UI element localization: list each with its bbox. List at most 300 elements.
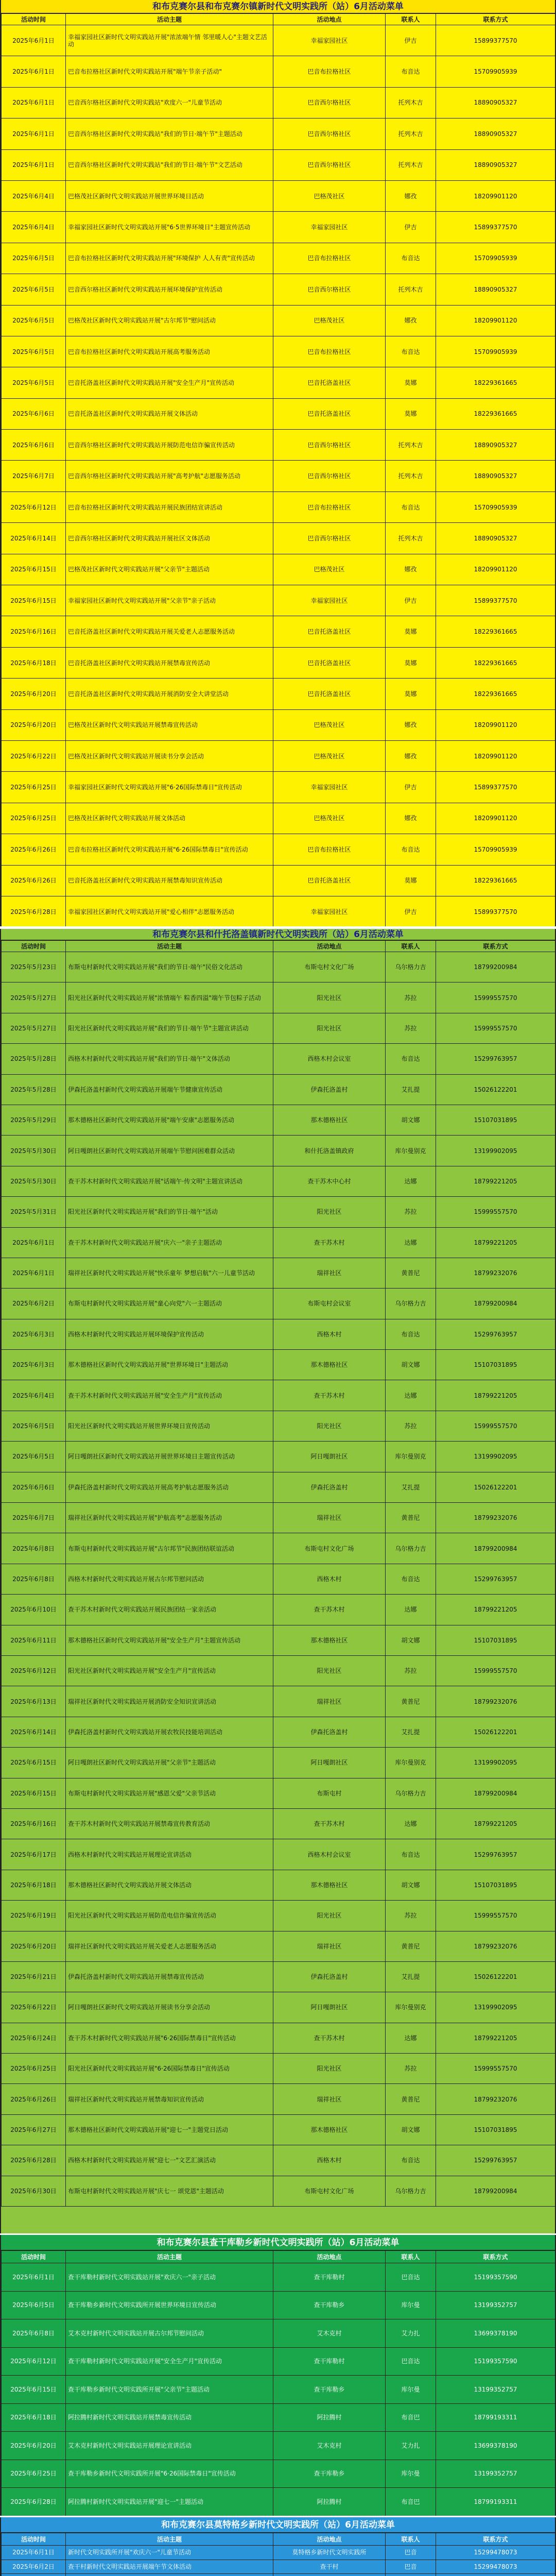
activity-location-cell: 伊森托洛盖村 xyxy=(273,1472,386,1502)
activity-topic-cell: 查干库勒乡新时代文明实践所开展"6·26国际禁毒日"宣传活动 xyxy=(66,2460,273,2488)
activity-location-cell: 巴音西尔格社区 xyxy=(273,118,386,149)
activity-location-cell: 布斯屯村文化广场 xyxy=(273,952,386,982)
activity-topic-cell: 幸福家园社区新时代文明实践站开展"浓浓端午情 邻里暖人心"主题文艺活动 xyxy=(66,25,273,56)
activity-location-cell: 瑞祥社区 xyxy=(273,1686,386,1717)
table-row xyxy=(2,336,555,367)
sheet-hebukesaier-town xyxy=(0,0,556,926)
contact-person-cell: 托列木吉 xyxy=(386,523,436,554)
activity-location-cell: 瑞祥社区 xyxy=(273,1503,386,1533)
contact-phone-cell: 18799221205 xyxy=(436,1595,555,1625)
activity-topic-cell: 那木德格社区新时代文明实践站开展"安全生产月"主题宣传活动 xyxy=(66,1625,273,1655)
activity-time-cell: 2025年6月26日 xyxy=(2,865,66,896)
activity-time-cell: 2025年6月28日 xyxy=(2,2488,66,2516)
sheet-title: 和布克赛尔县和布克赛尔镇新时代文明实践所（站）6月活动菜单 xyxy=(1,0,555,13)
table-row xyxy=(2,834,555,865)
activity-time-cell: 2025年6月3日 xyxy=(2,1319,66,1349)
column-header-activity-time: 活动时间 xyxy=(2,941,66,952)
contact-person-cell: 艾力扎 xyxy=(386,2432,436,2460)
table-row xyxy=(2,1136,555,1166)
activity-topic-cell: 瑞祥社区新时代文明实践站开展消防安全知识宣讲活动 xyxy=(66,1686,273,1717)
activity-topic-cell: 阳光社区新时代文明实践站开展"安全生产月"宣传活动 xyxy=(66,1655,273,1686)
table-row xyxy=(2,1442,555,1472)
table-row xyxy=(2,1655,555,1686)
contact-person-cell: 库尔曼 xyxy=(386,2460,436,2488)
contact-phone-cell: 18799193311 xyxy=(436,2488,555,2516)
activity-topic-cell: 查干库勒村新时代文明实践站开展"安全生产月"宣传活动 xyxy=(66,2347,273,2376)
table-row xyxy=(2,2488,555,2516)
contact-person-cell: 伊吉 xyxy=(386,25,436,56)
contact-phone-cell: 15299763957 xyxy=(436,1319,555,1349)
activity-topic-cell: 巴格茂社区新时代文明实践站开展"父亲节"主题活动 xyxy=(66,554,273,585)
contact-person-cell: 托列木吉 xyxy=(386,274,436,305)
activity-topic-cell: 查干库勒乡新时代文明实践所开展"父亲节"主题活动 xyxy=(66,2376,273,2404)
column-header-contact-person: 联系人 xyxy=(386,14,436,25)
table-row xyxy=(2,367,555,398)
contact-phone-cell: 15709905939 xyxy=(436,243,555,274)
contact-phone-cell: 18799232076 xyxy=(436,1931,555,1961)
activity-topic-cell: 阳光社区新时代文明实践站开展"浓情端午 粽香四溢"端午节包粽子活动 xyxy=(66,982,273,1013)
contact-phone-cell: 15107031895 xyxy=(436,1105,555,1135)
contact-person-cell: 娜孜 xyxy=(386,709,436,740)
column-header-activity-location: 活动地点 xyxy=(273,941,386,952)
contact-phone-cell: 13199352757 xyxy=(436,2291,555,2319)
contact-person-cell: 莫娜 xyxy=(386,367,436,398)
activity-time-cell: 2025年6月21日 xyxy=(2,1961,66,1992)
activity-time-cell: 2025年6月30日 xyxy=(2,2176,66,2206)
activity-time-cell: 2025年6月2日 xyxy=(2,2560,66,2574)
activity-time-cell: 2025年6月15日 xyxy=(2,1748,66,1778)
activity-time-cell: 2025年5月30日 xyxy=(2,1166,66,1196)
contact-phone-cell: 15999557570 xyxy=(436,1901,555,1931)
activity-topic-cell: 查干苏木村新时代文明实践站开展"安全生产月"宣传活动 xyxy=(66,1380,273,1411)
contact-phone-cell: 18799200984 xyxy=(436,1533,555,1564)
table-row xyxy=(2,1931,555,1961)
activity-topic-cell: 艾木克村新时代文明实践站开展理论宣讲活动 xyxy=(66,2432,273,2460)
activity-topic-cell: 查干库勒乡新时代文明实践所开展世界环境日宣传活动 xyxy=(66,2291,273,2319)
contact-phone-cell: 18799221205 xyxy=(436,2023,555,2053)
activity-location-cell: 巴音布拉格社区 xyxy=(273,56,386,87)
contact-person-cell: 布音达 xyxy=(386,243,436,274)
activity-topic-cell: 巴格茂社区新时代文明实践站开展禁毒宣传活动 xyxy=(66,709,273,740)
activity-time-cell: 2025年6月20日 xyxy=(2,709,66,740)
table-row xyxy=(2,430,555,461)
contact-person-cell: 布音达 xyxy=(386,834,436,865)
activity-location-cell: 瑞祥社区 xyxy=(273,1931,386,1961)
activity-time-cell: 2025年6月17日 xyxy=(2,1839,66,1870)
contact-person-cell: 乌尔格力吉 xyxy=(386,1778,436,1808)
contact-person-cell: 库尔曼别克 xyxy=(386,1442,436,1472)
activity-time-cell: 2025年6月8日 xyxy=(2,1533,66,1564)
activity-location-cell: 西格木村 xyxy=(273,2145,386,2176)
contact-phone-cell: 18799193311 xyxy=(436,2403,555,2432)
contact-person-cell: 达娜 xyxy=(386,1227,436,1258)
table-row xyxy=(2,1350,555,1380)
table-row xyxy=(2,2023,555,2053)
activity-time-cell: 2025年6月5日 xyxy=(2,367,66,398)
activity-time-cell: 2025年6月16日 xyxy=(2,1808,66,1839)
activity-time-cell: 2025年6月20日 xyxy=(2,679,66,709)
activity-topic-cell: 巴音托洛盖社区新时代文明实践站开展关爱老人志愿服务活动 xyxy=(66,616,273,647)
activity-time-cell: 2025年6月4日 xyxy=(2,1380,66,1411)
contact-phone-cell: 15199357590 xyxy=(436,2263,555,2292)
contact-person-cell: 黄普尼 xyxy=(386,1503,436,1533)
contact-person-cell: 苏拉 xyxy=(386,1197,436,1227)
activity-time-cell: 2025年6月25日 xyxy=(2,803,66,834)
activity-time-cell: 2025年6月14日 xyxy=(2,1717,66,1747)
contact-person-cell: 苏拉 xyxy=(386,1411,436,1441)
activity-location-cell: 布斯屯村文化广场 xyxy=(273,2176,386,2206)
table-row xyxy=(2,305,555,336)
contact-phone-cell: 15299763957 xyxy=(436,1564,555,1594)
activity-topic-cell: 阳光社区新时代文明实践站开展"我们的节日·端午"活动 xyxy=(66,1197,273,1227)
activity-location-cell: 阳光社区 xyxy=(273,1901,386,1931)
contact-person-cell: 艾扎提 xyxy=(386,1961,436,1992)
contact-person-cell: 库尔曼别克 xyxy=(386,1136,436,1166)
column-header-activity-location: 活动地点 xyxy=(273,2251,386,2263)
table-row xyxy=(2,87,555,118)
contact-phone-cell: 15199357590 xyxy=(436,2347,555,2376)
table-row xyxy=(2,1289,555,1319)
contact-phone-cell: 15107031895 xyxy=(436,1625,555,1655)
table-row xyxy=(2,492,555,522)
activity-location-cell: 布斯屯村文化广场 xyxy=(273,1533,386,1564)
activity-time-cell: 2025年6月2日 xyxy=(2,1289,66,1319)
activity-topic-cell: 阳光社区新时代文明实践站开展"6·26国际禁毒日"宣传活动 xyxy=(66,2054,273,2084)
activity-location-cell: 阳光社区 xyxy=(273,1197,386,1227)
contact-person-cell: 布音达 xyxy=(386,492,436,522)
table-row xyxy=(2,2376,555,2404)
activity-location-cell: 巴格茂社区 xyxy=(273,180,386,211)
activity-topic-cell: 西格木村新时代文明实践站开展"迎七一"文艺汇演活动 xyxy=(66,2145,273,2176)
activity-location-cell: 幸福家园社区 xyxy=(273,25,386,56)
contact-person-cell: 布音达 xyxy=(386,336,436,367)
activity-location-cell: 阿拉腾村 xyxy=(273,2488,386,2516)
activity-time-cell: 2025年6月22日 xyxy=(2,740,66,771)
activity-time-cell: 2025年6月25日 xyxy=(2,772,66,803)
activity-topic-cell: 巴音西尔格社区新时代文明实践站"欢度六一"儿童节活动 xyxy=(66,87,273,118)
activity-topic-cell: 新时代文明实践所开展"欢庆六一"儿童节活动 xyxy=(66,2546,273,2560)
table-row xyxy=(2,554,555,585)
activity-topic-cell: 西格木村新时代文明实践站开展环境保护宣传活动 xyxy=(66,1319,273,1349)
contact-phone-cell: 15026122201 xyxy=(436,1961,555,1992)
column-header-activity-time: 活动时间 xyxy=(2,14,66,25)
table-row xyxy=(2,2319,555,2348)
contact-phone-cell: 18799200984 xyxy=(436,952,555,982)
table-row xyxy=(2,1319,555,1349)
activity-topic-cell: 阿日嘎朗社区新时代文明实践站开展端午节慰问困难群众活动 xyxy=(66,1136,273,1166)
table-row xyxy=(2,2054,555,2084)
activity-location-cell: 查干苏木村 xyxy=(273,1595,386,1625)
contact-person-cell: 库尔曼 xyxy=(386,2291,436,2319)
contact-phone-cell: 18890905327 xyxy=(436,149,555,180)
activity-topic-cell: 西格木村新时代文明实践站开展理论宣讲活动 xyxy=(66,1839,273,1870)
column-header-activity-location: 活动地点 xyxy=(273,2533,386,2546)
activity-location-cell: 巴音西尔格社区 xyxy=(273,430,386,461)
activity-table xyxy=(1,940,555,2207)
table-row xyxy=(2,180,555,211)
table-row xyxy=(2,461,555,492)
activity-time-cell: 2025年6月5日 xyxy=(2,336,66,367)
contact-person-cell: 达娜 xyxy=(386,1595,436,1625)
activity-time-cell: 2025年6月13日 xyxy=(2,1686,66,1717)
activity-topic-cell: 阳光社区新时代文明实践站开展"我们的节日·端午节"主题宣讲活动 xyxy=(66,1013,273,1043)
table-row xyxy=(2,1074,555,1105)
contact-phone-cell: 13199352757 xyxy=(436,2376,555,2404)
contact-phone-cell: 18209901120 xyxy=(436,709,555,740)
contact-phone-cell: 18890905327 xyxy=(436,274,555,305)
contact-person-cell: 布音达 xyxy=(386,1564,436,1594)
activity-topic-cell: 阳光社区新时代文明实践站开展防范电信诈骗宣传活动 xyxy=(66,1901,273,1931)
activity-time-cell: 2025年6月8日 xyxy=(2,2319,66,2348)
sheet-title: 和布克赛尔县和什托洛盖镇新时代文明实践所（站）6月活动菜单 xyxy=(1,929,555,940)
activity-time-cell: 2025年6月5日 xyxy=(2,305,66,336)
activity-topic-cell: 幸福家园社区新时代文明实践站开展"爱心相伴"志愿服务活动 xyxy=(66,896,273,926)
contact-person-cell: 胡文娜 xyxy=(386,2114,436,2145)
activity-time-cell: 2025年6月4日 xyxy=(2,180,66,211)
table-row xyxy=(2,709,555,740)
activity-topic-cell: 巴音西尔格社区新时代文明实践站开展环境保护宣传活动 xyxy=(66,274,273,305)
contact-person-cell: 布音达 xyxy=(386,1839,436,1870)
activity-location-cell: 查干苏木村 xyxy=(273,1227,386,1258)
activity-location-cell: 布斯屯村 xyxy=(273,1778,386,1808)
activity-time-cell: 2025年5月29日 xyxy=(2,1105,66,1135)
activity-location-cell: 巴音托洛盖社区 xyxy=(273,647,386,678)
column-header-contact-phone: 联系方式 xyxy=(436,2251,555,2263)
contact-person-cell: 托列木吉 xyxy=(386,430,436,461)
contact-phone-cell: 18799200984 xyxy=(436,2176,555,2206)
activity-topic-cell: 伊森托洛盖村新时代文明实践站开展农牧民技能培训活动 xyxy=(66,1717,273,1747)
contact-phone-cell: 18209901120 xyxy=(436,305,555,336)
contact-person-cell: 乌尔格力吉 xyxy=(386,1289,436,1319)
sheet-title: 和布克赛尔县莫特格乡新时代文明实践所（站）6月活动菜单 xyxy=(1,2517,555,2533)
table-row xyxy=(2,952,555,982)
activity-time-cell: 2025年6月4日 xyxy=(2,212,66,243)
activity-location-cell: 那木德格社区 xyxy=(273,1105,386,1135)
activity-location-cell: 艾木克村 xyxy=(273,2432,386,2460)
activity-location-cell: 伊森托洛盖村 xyxy=(273,1961,386,1992)
activity-location-cell: 布斯屯村会议室 xyxy=(273,1289,386,1319)
contact-person-cell: 艾扎提 xyxy=(386,1717,436,1747)
contact-person-cell: 库尔曼别克 xyxy=(386,1748,436,1778)
contact-person-cell: 莫娜 xyxy=(386,647,436,678)
activity-topic-cell xyxy=(66,2574,273,2576)
contact-person-cell xyxy=(386,2574,436,2576)
activity-location-cell: 伊森托洛盖村 xyxy=(273,1717,386,1747)
table-row xyxy=(2,740,555,771)
activity-location-cell: 阿日嘎朗社区 xyxy=(273,1442,386,1472)
contact-person-cell: 苏拉 xyxy=(386,1901,436,1931)
column-header-contact-person: 联系人 xyxy=(386,2251,436,2263)
activity-time-cell: 2025年6月20日 xyxy=(2,1931,66,1961)
activity-topic-cell: 布斯屯村新时代文明实践站开展"庆七一 颂党恩"主题活动 xyxy=(66,2176,273,2206)
contact-person-cell: 黄普尼 xyxy=(386,2084,436,2114)
table-row xyxy=(2,2084,555,2114)
activity-topic-cell: 那木德格社区新时代文明实践站开展"端午安康"志愿服务活动 xyxy=(66,1105,273,1135)
table-row xyxy=(2,1258,555,1288)
table-row xyxy=(2,118,555,149)
activity-topic-cell: 伊森托洛盖村新时代文明实践站开展端午节健康宣传活动 xyxy=(66,1074,273,1105)
activity-topic-cell: 幸福家园社区新时代文明实践站开展"6·5世界环境日"主题宣传活动 xyxy=(66,212,273,243)
table-row xyxy=(2,2432,555,2460)
activity-location-cell: 那木德格社区 xyxy=(273,1350,386,1380)
activity-topic-cell: 巴音布拉格社区新时代文明实践站开展民族团结宣讲活动 xyxy=(66,492,273,522)
activity-location-cell: 幸福家园社区 xyxy=(273,772,386,803)
contact-person-cell: 巴音 xyxy=(386,2560,436,2574)
activity-time-cell: 2025年6月1日 xyxy=(2,118,66,149)
activity-time-cell: 2025年5月28日 xyxy=(2,1074,66,1105)
contact-person-cell: 巴音达 xyxy=(386,2347,436,2376)
contact-person-cell: 伊吉 xyxy=(386,585,436,616)
activity-location-cell: 瑞祥社区 xyxy=(273,1258,386,1288)
activity-location-cell: 巴格茂社区 xyxy=(273,709,386,740)
activity-time-cell: 2025年6月6日 xyxy=(2,430,66,461)
table-row xyxy=(2,772,555,803)
activity-time-cell: 2025年6月1日 xyxy=(2,1227,66,1258)
contact-phone-cell: 18799232076 xyxy=(436,2084,555,2114)
activity-topic-cell: 查干苏木村新时代文明实践站开展"话端午·传文明"主题宣讲活动 xyxy=(66,1166,273,1196)
activity-topic-cell: 阿拉腾村新时代文明实践站开展禁毒宣传活动 xyxy=(66,2403,273,2432)
activity-location-cell: 幸福家园社区 xyxy=(273,896,386,926)
contact-phone-cell: 15709905939 xyxy=(436,834,555,865)
activity-time-cell: 2025年6月28日 xyxy=(2,896,66,926)
activity-time-cell: 2025年5月23日 xyxy=(2,952,66,982)
contact-person-cell: 托列木吉 xyxy=(386,461,436,492)
activity-topic-cell: 查干苏木村新时代文明实践站开展"6·26国际禁毒日"宣传活动 xyxy=(66,2023,273,2053)
table-row xyxy=(2,149,555,180)
column-header-activity-time: 活动时间 xyxy=(2,2533,66,2546)
activity-time-cell: 2025年6月15日 xyxy=(2,585,66,616)
contact-phone-cell: 15026122201 xyxy=(436,1717,555,1747)
column-header-activity-topic: 活动主题 xyxy=(66,941,273,952)
table-row xyxy=(2,2114,555,2145)
contact-phone-cell: 15899377570 xyxy=(436,25,555,56)
activity-topic-cell: 巴音西尔格社区新时代文明实践站"我们的节日·端午节"文艺活动 xyxy=(66,149,273,180)
activity-topic-cell: 西格木村新时代文明实践站开展古尔邦节慰问活动 xyxy=(66,1564,273,1594)
contact-phone-cell: 15709905939 xyxy=(436,492,555,522)
contact-phone-cell: 13199352757 xyxy=(436,2460,555,2488)
contact-person-cell: 布音达 xyxy=(386,56,436,87)
activity-location-cell: 巴音托洛盖社区 xyxy=(273,616,386,647)
contact-phone-cell: 18229361665 xyxy=(436,647,555,678)
contact-person-cell: 胡文娜 xyxy=(386,1870,436,1900)
activity-time-cell: 2025年5月31日 xyxy=(2,1197,66,1227)
contact-phone-cell: 15107031895 xyxy=(436,2114,555,2145)
activity-time-cell: 2025年6月7日 xyxy=(2,1503,66,1533)
activity-time-cell: 2025年6月1日 xyxy=(2,2263,66,2292)
activity-location-cell: 查干库勒村 xyxy=(273,2263,386,2292)
table-row xyxy=(2,1870,555,1900)
activity-topic-cell: 巴音托洛盖社区新时代文明实践站开展禁毒知识宣传活动 xyxy=(66,865,273,896)
activity-location-cell: 西格木村会议室 xyxy=(273,1044,386,1074)
table-row xyxy=(2,1901,555,1931)
contact-person-cell: 艾扎提 xyxy=(386,1074,436,1105)
table-row xyxy=(2,212,555,243)
contact-phone-cell: 15107031895 xyxy=(436,1350,555,1380)
table-row xyxy=(2,25,555,56)
activity-time-cell: 2025年6月26日 xyxy=(2,2084,66,2114)
contact-phone-cell: 18229361665 xyxy=(436,398,555,429)
contact-phone-cell: 18890905327 xyxy=(436,87,555,118)
contact-phone-cell: 18229361665 xyxy=(436,865,555,896)
activity-topic-cell: 那木德格社区新时代文明实践站开展"迎七一"主题党日活动 xyxy=(66,2114,273,2145)
contact-person-cell: 伊吉 xyxy=(386,896,436,926)
table-row xyxy=(2,1227,555,1258)
activity-topic-cell: 巴音西尔格社区新时代文明实践站开展社区文体活动 xyxy=(66,523,273,554)
contact-phone-cell: 18799221205 xyxy=(436,1227,555,1258)
activity-topic-cell: 巴音布拉格社区新时代文明实践站开展"环境保护 人人有责"宣传活动 xyxy=(66,243,273,274)
table-row xyxy=(2,679,555,709)
activity-time-cell: 2025年6月16日 xyxy=(2,616,66,647)
table-row xyxy=(2,1044,555,1074)
activity-topic-cell: 查干苏木村新时代文明实践站开展禁毒宣传教育活动 xyxy=(66,1808,273,1839)
table-row xyxy=(2,1166,555,1196)
contact-person-cell: 胡文娜 xyxy=(386,1350,436,1380)
activity-time-cell xyxy=(2,2574,66,2576)
activity-time-cell: 2025年6月3日 xyxy=(2,1350,66,1380)
contact-person-cell: 布音巴 xyxy=(386,2488,436,2516)
activity-topic-cell: 查干村新时代文明实践站开展端午节文体活动 xyxy=(66,2560,273,2574)
activity-location-cell: 阿日嘎朗社区 xyxy=(273,1748,386,1778)
activity-time-cell: 2025年6月1日 xyxy=(2,25,66,56)
contact-phone-cell: 18799221205 xyxy=(436,1166,555,1196)
contact-phone-cell: 18229361665 xyxy=(436,679,555,709)
activity-time-cell: 2025年6月28日 xyxy=(2,2145,66,2176)
activity-location-cell xyxy=(273,2574,386,2576)
table-row xyxy=(2,1533,555,1564)
contact-person-cell: 乌尔格力吉 xyxy=(386,1533,436,1564)
contact-phone-cell: 18229361665 xyxy=(436,367,555,398)
activity-location-cell: 阳光社区 xyxy=(273,1013,386,1043)
activity-topic-cell: 阿拉腾村新时代文明实践站开展"迎七一"主题活动 xyxy=(66,2488,273,2516)
activity-location-cell: 查干库勒村 xyxy=(273,2347,386,2376)
contact-person-cell: 库尔曼 xyxy=(386,2376,436,2404)
contact-person-cell: 艾扎提 xyxy=(386,1472,436,1502)
activity-time-cell: 2025年6月18日 xyxy=(2,1870,66,1900)
activity-time-cell: 2025年5月30日 xyxy=(2,1136,66,1166)
column-header-contact-person: 联系人 xyxy=(386,2533,436,2546)
activity-time-cell: 2025年6月5日 xyxy=(2,274,66,305)
activity-time-cell: 2025年6月8日 xyxy=(2,1564,66,1594)
activity-location-cell: 那木德格社区 xyxy=(273,1625,386,1655)
contact-phone-cell: 15999557570 xyxy=(436,1411,555,1441)
contact-phone-cell: 18890905327 xyxy=(436,523,555,554)
table-row xyxy=(2,2460,555,2488)
column-header-contact-phone: 联系方式 xyxy=(436,941,555,952)
contact-person-cell: 巴音达 xyxy=(386,2263,436,2292)
activity-location-cell: 巴音布拉格社区 xyxy=(273,243,386,274)
contact-phone-cell: 18890905327 xyxy=(436,461,555,492)
activity-time-cell: 2025年6月10日 xyxy=(2,1595,66,1625)
contact-person-cell: 苏拉 xyxy=(386,982,436,1013)
contact-person-cell: 黄普尼 xyxy=(386,1258,436,1288)
contact-person-cell: 伊吉 xyxy=(386,212,436,243)
table-row xyxy=(2,1197,555,1227)
table-row xyxy=(2,2560,555,2574)
contact-phone-cell: 15107031895 xyxy=(436,1870,555,1900)
activity-topic-cell: 布斯屯村新时代文明实践站开展"古尔邦节"民族团结联谊活动 xyxy=(66,1533,273,1564)
activity-location-cell: 巴音托洛盖社区 xyxy=(273,367,386,398)
contact-phone-cell: 15026122201 xyxy=(436,1074,555,1105)
contact-phone-cell: 15899377570 xyxy=(436,772,555,803)
contact-phone-cell: 15999557570 xyxy=(436,1655,555,1686)
table-row xyxy=(2,896,555,926)
contact-phone-cell: 15299478073 xyxy=(436,2546,555,2560)
activity-location-cell: 巴音托洛盖社区 xyxy=(273,679,386,709)
activity-location-cell: 阳光社区 xyxy=(273,1655,386,1686)
activity-location-cell: 查干苏木村 xyxy=(273,1808,386,1839)
activity-topic-cell: 伊森托洛盖村新时代文明实践站开展禁毒宣传活动 xyxy=(66,1961,273,1992)
table-row xyxy=(2,2263,555,2292)
